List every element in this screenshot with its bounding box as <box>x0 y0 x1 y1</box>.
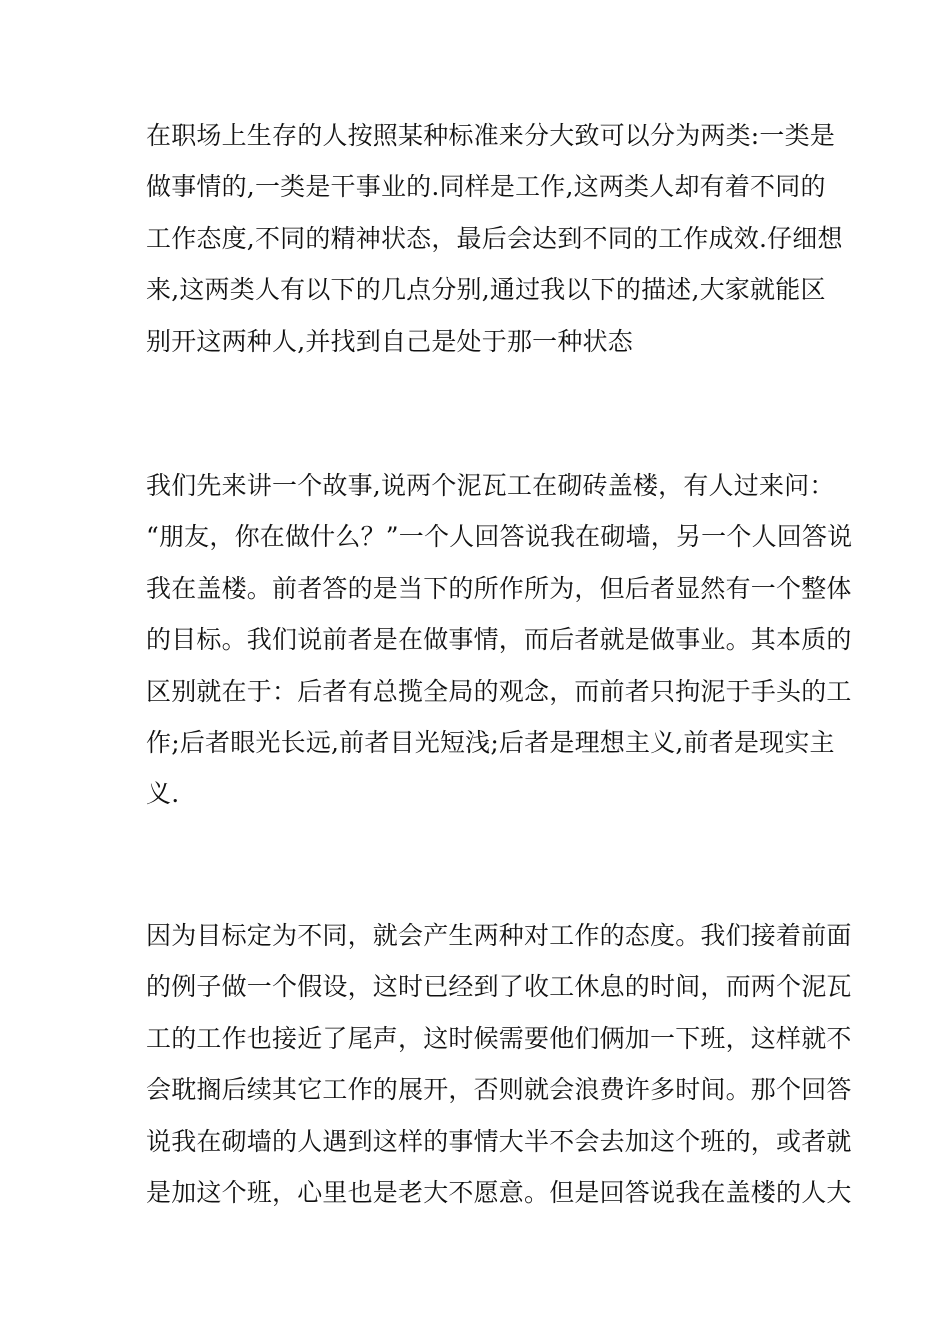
text-line: 是加这个班，心里也是老大不愿意。但是回答说我在盖楼的人大 <box>146 1177 852 1207</box>
paragraph-2 <box>146 460 853 820</box>
text-line: 做事情的,一类是干事业的.同样是工作,这两类人却有着不同的 <box>146 172 826 202</box>
text-line: 在职场上生存的人按照某种标准来分大致可以分为两类:一类是 <box>146 121 836 150</box>
text-line: 我在盖楼。前者答的是当下的所作所为，但后者显然有一个整体 <box>146 573 852 603</box>
text-line: 工作态度,不同的精神状态，最后会达到不同的工作成效.仔细想 <box>146 223 843 253</box>
text-line: 区别就在于：后者有总揽全局的观念，而前者只拘泥于手头的工 <box>146 676 852 706</box>
text-line: 的目标。我们说前者是在做事情，而后者就是做事业。其本质的 <box>146 625 852 655</box>
text-line: 会耽搁后续其它工作的展开，否则就会浪费许多时间。那个回答 <box>146 1075 852 1105</box>
text-line: 因为目标定为不同，就会产生两种对工作的态度。我们接着前面 <box>146 921 852 950</box>
text-line: 的例子做一个假设，这时已经到了收工休息的时间，而两个泥瓦 <box>146 972 852 1002</box>
text-line: 工的工作也接近了尾声，这时候需要他们俩加一下班，这样就不 <box>146 1023 852 1053</box>
text-line: 作;后者眼光长远,前者目光短浅;后者是理想主义,前者是现实主 <box>146 727 835 757</box>
paragraph-1 <box>146 110 843 367</box>
text-line: 我们先来讲一个故事,说两个泥瓦工在砌砖盖楼，有人过来问： <box>146 471 835 500</box>
text-line: 来,这两类人有以下的几点分别,通过我以下的描述,大家就能区 <box>146 275 826 305</box>
text-line: 别开这两种人,并找到自己是处于那一种状态 <box>146 326 633 356</box>
text-line: 说我在砌墙的人遇到这样的事情大半不会去加这个班的，或者就 <box>146 1126 852 1156</box>
text-line: “朋友，你在做什么？”一个人回答说我在砌墙，另一个人回答说 <box>146 522 853 552</box>
text-line: 义. <box>146 779 180 809</box>
paragraph-3 <box>146 910 852 1218</box>
